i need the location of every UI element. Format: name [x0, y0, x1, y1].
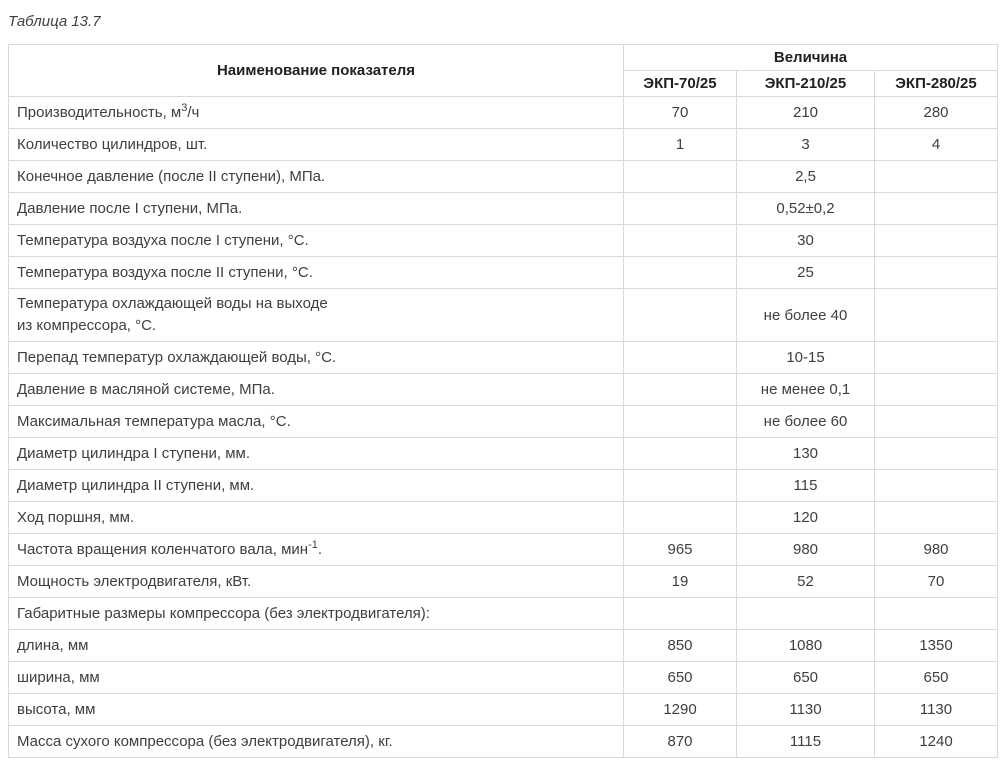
- column-header-model-3: ЭКП-280/25: [875, 71, 998, 97]
- table-row: [9, 289, 998, 342]
- row-value: [875, 342, 998, 374]
- row-value: 965: [624, 534, 737, 566]
- row-value: [624, 193, 737, 225]
- spec-table: [8, 44, 998, 758]
- row-value: [875, 193, 998, 225]
- row-value: 10-15: [737, 342, 875, 374]
- row-name: Температура воздуха после I ступени, °С.: [9, 225, 624, 257]
- row-value: [624, 257, 737, 289]
- table-row: [9, 257, 998, 289]
- table-row: [9, 129, 998, 161]
- row-value: [624, 470, 737, 502]
- row-name: длина, мм: [9, 630, 624, 662]
- row-name: Перепад температур охлаждающей воды, °С.: [9, 342, 624, 374]
- column-header-model-2: ЭКП-210/25: [737, 71, 875, 97]
- row-value: 1290: [624, 694, 737, 726]
- table-row: [9, 406, 998, 438]
- row-name: Ход поршня, мм.: [9, 502, 624, 534]
- row-value: [624, 342, 737, 374]
- row-value: не менее 0,1: [737, 374, 875, 406]
- row-name: ширина, мм: [9, 662, 624, 694]
- row-value: 1080: [737, 630, 875, 662]
- row-value: 980: [875, 534, 998, 566]
- table-body: [9, 97, 998, 758]
- row-value: 70: [624, 97, 737, 129]
- column-header-name: Наименование показателя: [9, 45, 624, 97]
- table-row: [9, 438, 998, 470]
- row-name: Максимальная температура масла, °С.: [9, 406, 624, 438]
- row-value: 4: [875, 129, 998, 161]
- row-value: 280: [875, 97, 998, 129]
- row-value: 0,52±0,2: [737, 193, 875, 225]
- row-value: 19: [624, 566, 737, 598]
- row-value: [624, 406, 737, 438]
- row-value: 210: [737, 97, 875, 129]
- row-value: [624, 438, 737, 470]
- table-row: [9, 470, 998, 502]
- row-value: 650: [624, 662, 737, 694]
- table-row: [9, 502, 998, 534]
- row-value: 650: [737, 662, 875, 694]
- table-row: [9, 726, 998, 758]
- page-title: Таблица 13.7: [8, 13, 101, 30]
- row-name: Количество цилиндров, шт.: [9, 129, 624, 161]
- column-header-group: Величина: [624, 45, 998, 71]
- row-value: не более 60: [737, 406, 875, 438]
- row-value: 120: [737, 502, 875, 534]
- table-row: [9, 598, 998, 630]
- row-value: 1130: [737, 694, 875, 726]
- row-value: [875, 225, 998, 257]
- table-row: [9, 662, 998, 694]
- table-header: [9, 45, 998, 97]
- table-row: [9, 97, 998, 129]
- table-row: [9, 566, 998, 598]
- row-value: [624, 289, 737, 342]
- row-value: [624, 225, 737, 257]
- row-name: Диаметр цилиндра I ступени, мм.: [9, 438, 624, 470]
- table-row: [9, 342, 998, 374]
- row-value: [875, 598, 998, 630]
- row-name: Давление в масляной системе, МПа.: [9, 374, 624, 406]
- table-row: [9, 694, 998, 726]
- row-value: [875, 161, 998, 193]
- row-name: Температура воздуха после II ступени, °С.: [9, 257, 624, 289]
- row-value: [875, 257, 998, 289]
- row-value: 1115: [737, 726, 875, 758]
- row-name: Производительность, $м^3/ч$: [9, 97, 624, 129]
- header-row-group: [9, 45, 998, 71]
- row-value: 1350: [875, 630, 998, 662]
- row-value: не более 40: [737, 289, 875, 342]
- table-row: [9, 193, 998, 225]
- row-value: [624, 598, 737, 630]
- row-value: [875, 502, 998, 534]
- row-value: 25: [737, 257, 875, 289]
- row-value: 870: [624, 726, 737, 758]
- table-row: [9, 534, 998, 566]
- row-name: Масса сухого компрессора (без электродвигателя), кг.: [9, 726, 624, 758]
- row-value: 1130: [875, 694, 998, 726]
- row-name: Частота вращения коленчатого вала, мин$^{-1}$.: [9, 534, 624, 566]
- row-name: Диаметр цилиндра II ступени, мм.: [9, 470, 624, 502]
- row-value: 52: [737, 566, 875, 598]
- row-value: 30: [737, 225, 875, 257]
- row-value: [875, 470, 998, 502]
- row-value: 70: [875, 566, 998, 598]
- row-name: Давление после I ступени, МПа.: [9, 193, 624, 225]
- row-value: 650: [875, 662, 998, 694]
- row-name: Габаритные размеры компрессора (без электродвигателя):: [9, 598, 624, 630]
- row-name: высота, мм: [9, 694, 624, 726]
- table-row: [9, 630, 998, 662]
- table-row: [9, 225, 998, 257]
- row-value: [875, 374, 998, 406]
- row-name: Конечное давление (после II ступени), МПа.: [9, 161, 624, 193]
- column-header-model-1: ЭКП-70/25: [624, 71, 737, 97]
- row-value: 1: [624, 129, 737, 161]
- row-value: 850: [624, 630, 737, 662]
- row-value: 3: [737, 129, 875, 161]
- row-value: [624, 502, 737, 534]
- row-name: Температура охлаждающей воды на выходе из компрессора, °С.: [9, 289, 624, 342]
- row-value: 980: [737, 534, 875, 566]
- row-value: 2,5: [737, 161, 875, 193]
- row-name: Мощность электродвигателя, кВт.: [9, 566, 624, 598]
- row-value: 115: [737, 470, 875, 502]
- row-value: 1240: [875, 726, 998, 758]
- row-value: [737, 598, 875, 630]
- row-value: [875, 289, 998, 342]
- row-value: [875, 438, 998, 470]
- row-value: [624, 161, 737, 193]
- table-row: [9, 161, 998, 193]
- row-value: [624, 374, 737, 406]
- table-row: [9, 374, 998, 406]
- row-value: [875, 406, 998, 438]
- row-value: 130: [737, 438, 875, 470]
